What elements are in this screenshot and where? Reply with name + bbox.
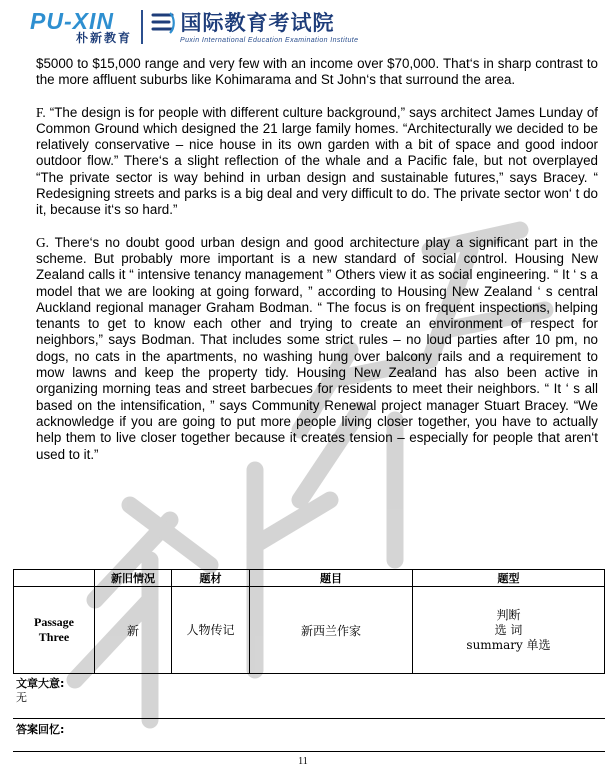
row-label-line1: Passage xyxy=(34,615,74,629)
type-item: summary 单选 xyxy=(466,637,551,652)
summary-section xyxy=(13,674,605,719)
cell-status: 新 xyxy=(95,587,172,674)
institute-mark-icon xyxy=(150,10,176,36)
institute-name-en: Puxin International Education Examination Institute xyxy=(180,37,359,44)
row-label xyxy=(14,587,95,674)
paragraph-g-text: There‘s no doubt good urban design and good architecture play a significant part in the scheme. But probably more important is a new standard of social control. Housing New Zealand calls it “ intensive tenancy management ” Others view it as social engineering. “ It ‘ s a model that we are looking at going forward, ” according to Housing New Zealand ‘ s central Auckland regional manager Graham Bodman. “ The focus is on frequent inspections, helping tenants to get to know each other and trying to create an environment of respect for neighbors,” says Bodman. That includes some strict rules – no loud parties after 10 pm, no dogs, no cats in the apartments, no washing hung over balcony rails and a requirement to mow lawns and keep the property tidy. Housing New Zealand has also been active in organizing morning teas and street barbecues for residents to meet their neighbors. “ It ‘ s all based on the intensification, ” says Community Renewal project manager Stuart Bracey. “We acknowledge if you are going to put more people living closer together, you have to actually help them to live closer together because it creates tension – especially for people that aren‘t used to it.” xyxy=(36,234,598,462)
table-header-row xyxy=(14,570,605,587)
paragraph-f-text: “The design is for people with different culture background,” says architect James Lunday of Common Ground which designed the 21 large family homes. “Architecturally we decided to be relatively conservative – nice house in its own garden with a bit of space and good indoor outdoor flow.” There‘s a slight reflection of the whale and a Pacific fale, but not overplayed “The private sector is way behind in urban design and sustainable futures,” says Bracey. “ Redesigning streets and parks is a big deal and very difficult to do. The private sector won‘ t do it, because it‘s so hard.” xyxy=(36,104,598,218)
puxin-logo-latin: PU-XIN xyxy=(30,8,114,34)
puxin-logo xyxy=(30,10,132,44)
type-item: 选 词 xyxy=(494,622,523,637)
header-empty xyxy=(14,570,95,587)
paragraph-letter-f: F. xyxy=(36,104,46,120)
header-topic: 题材 xyxy=(172,570,250,587)
header-type: 题型 xyxy=(413,570,605,587)
paragraph-f xyxy=(36,105,598,219)
institute-name-cn: 国际教育考试院 xyxy=(180,11,335,35)
answers-section xyxy=(13,719,605,752)
cell-title: 新西兰作家 xyxy=(250,587,413,674)
paragraph-g xyxy=(36,235,598,463)
passage-text xyxy=(36,56,598,479)
cell-topic: 人物传记 xyxy=(172,587,250,674)
institute-logo xyxy=(150,10,358,44)
header-title: 题目 xyxy=(250,570,413,587)
page-number: 11 xyxy=(298,756,308,767)
table-row xyxy=(14,587,605,674)
answers-label: 答案回忆: xyxy=(16,723,65,736)
type-item: 判断 xyxy=(496,607,521,622)
paragraph-intro: $5000 to $15,000 range and very few with an income over $70,000. That‘s in sharp contrast to the more affluent suburbs like Kohimarama and St John‘s that surround the area. xyxy=(36,56,598,88)
page-header xyxy=(0,0,606,50)
logo-divider xyxy=(141,10,143,44)
paragraph-letter-g: G. xyxy=(36,234,50,250)
summary-content: 无 xyxy=(16,691,27,704)
cell-type xyxy=(413,587,605,674)
puxin-logo-cn: 朴新教育 xyxy=(76,31,133,45)
header-status: 新旧情况 xyxy=(95,570,172,587)
row-label-line2: Three xyxy=(38,630,70,644)
summary-label: 文章大意: xyxy=(16,677,65,690)
passage-info-table xyxy=(13,569,605,674)
